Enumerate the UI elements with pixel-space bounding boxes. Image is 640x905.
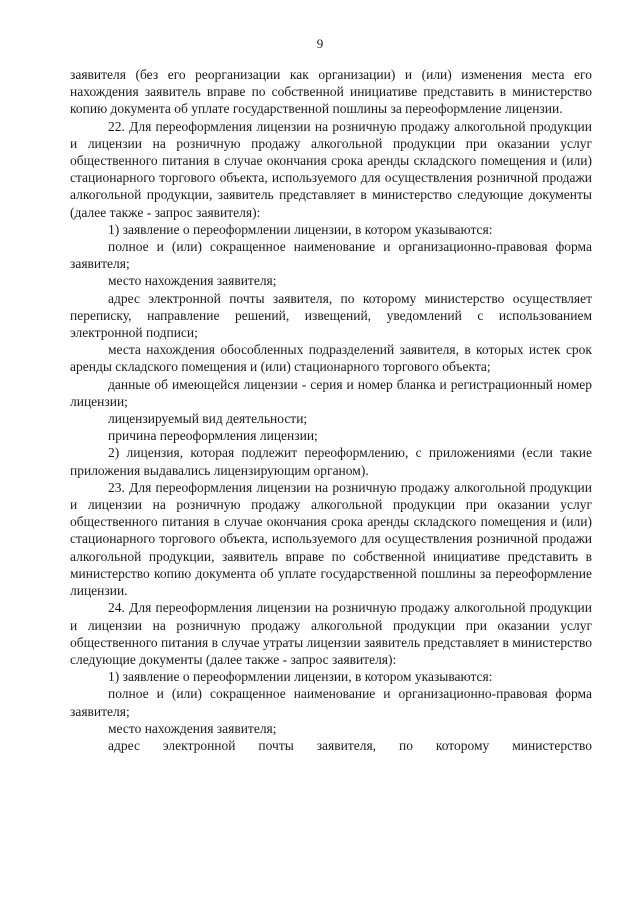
paragraph-continued: адрес электронной почты заявителя, по которому министерство: [108, 737, 592, 753]
paragraph: лицензируемый вид деятельности;: [108, 411, 308, 427]
paragraph-24: 24. Для переоформления лицензии на розничную продажу алкогольной продукции и лицензии на розничную продажу алкогольной продукции при оказании услуг общественного питания в случае утраты лицензии заявитель представляет в министерство следующие документы (далее также - запрос заявителя):: [70, 600, 593, 667]
paragraph: место нахождения заявителя;: [108, 273, 277, 289]
paragraph: адрес электронной почты заявителя, по которому министерство осуществляет переписку, направление решений, извещений, уведомлений с использованием электронной подписи;: [70, 290, 592, 341]
document-body: [70, 66, 592, 754]
paragraph-23: 23. Для переоформления лицензии на розничную продажу алкогольной продукции и лицензии на розничную продажу алкогольной продукции при оказании услуг общественного питания в случае окончания срока аренды складского помещения и (или) стационарного торгового объекта, используемого для осуществления розничной продажи алкогольной продукции, заявитель вправе по собственной инициативе представить в министерство копию документа об уплате государственной пошлины за переоформление лицензии.: [70, 479, 592, 599]
paragraph: причина переоформления лицензии;: [108, 428, 318, 444]
paragraph: 1) заявление о переоформлении лицензии, в котором указываются:: [108, 221, 493, 237]
paragraph-22: 22. Для переоформления лицензии на розничную продажу алкогольной продукции и лицензии на розничную продажу алкогольной продукции при оказании услуг общественного питания в случае окончания срока аренды складского помещения и (или) стационарного торгового объекта, используемого для осуществления розничной продажи алкогольной продукции, заявитель представляет в министерство следующие документы (далее также - запрос заявителя):: [70, 118, 592, 220]
paragraph: места нахождения обособленных подразделений заявителя, в которых истек срок аренды складского помещения и (или) стационарного торгового объекта;: [70, 342, 592, 375]
paragraph: полное и (или) сокращенное наименование и организационно-правовая форма заявителя;: [70, 686, 592, 719]
paragraph: 1) заявление о переоформлении лицензии, в котором указываются:: [108, 669, 493, 685]
paragraph: место нахождения заявителя;: [108, 720, 277, 736]
paragraph: данные об имеющейся лицензии - серия и номер бланка и регистрационный номер лицензии;: [70, 376, 592, 409]
paragraph: полное и (или) сокращенное наименование и организационно-правовая форма заявителя;: [70, 239, 592, 272]
page-number: 9: [316, 36, 324, 51]
paragraph: заявителя (без его реорганизации как организации) и (или) изменения места его нахождения заявитель вправе по собственной инициативе представить в министерство копию документа об уплате государственной пошлины за переоформление лицензии.: [70, 67, 592, 117]
paragraph: 2) лицензия, которая подлежит переоформлению, с приложениями (если такие приложения выдавались лицензирующим органом).: [70, 445, 592, 478]
